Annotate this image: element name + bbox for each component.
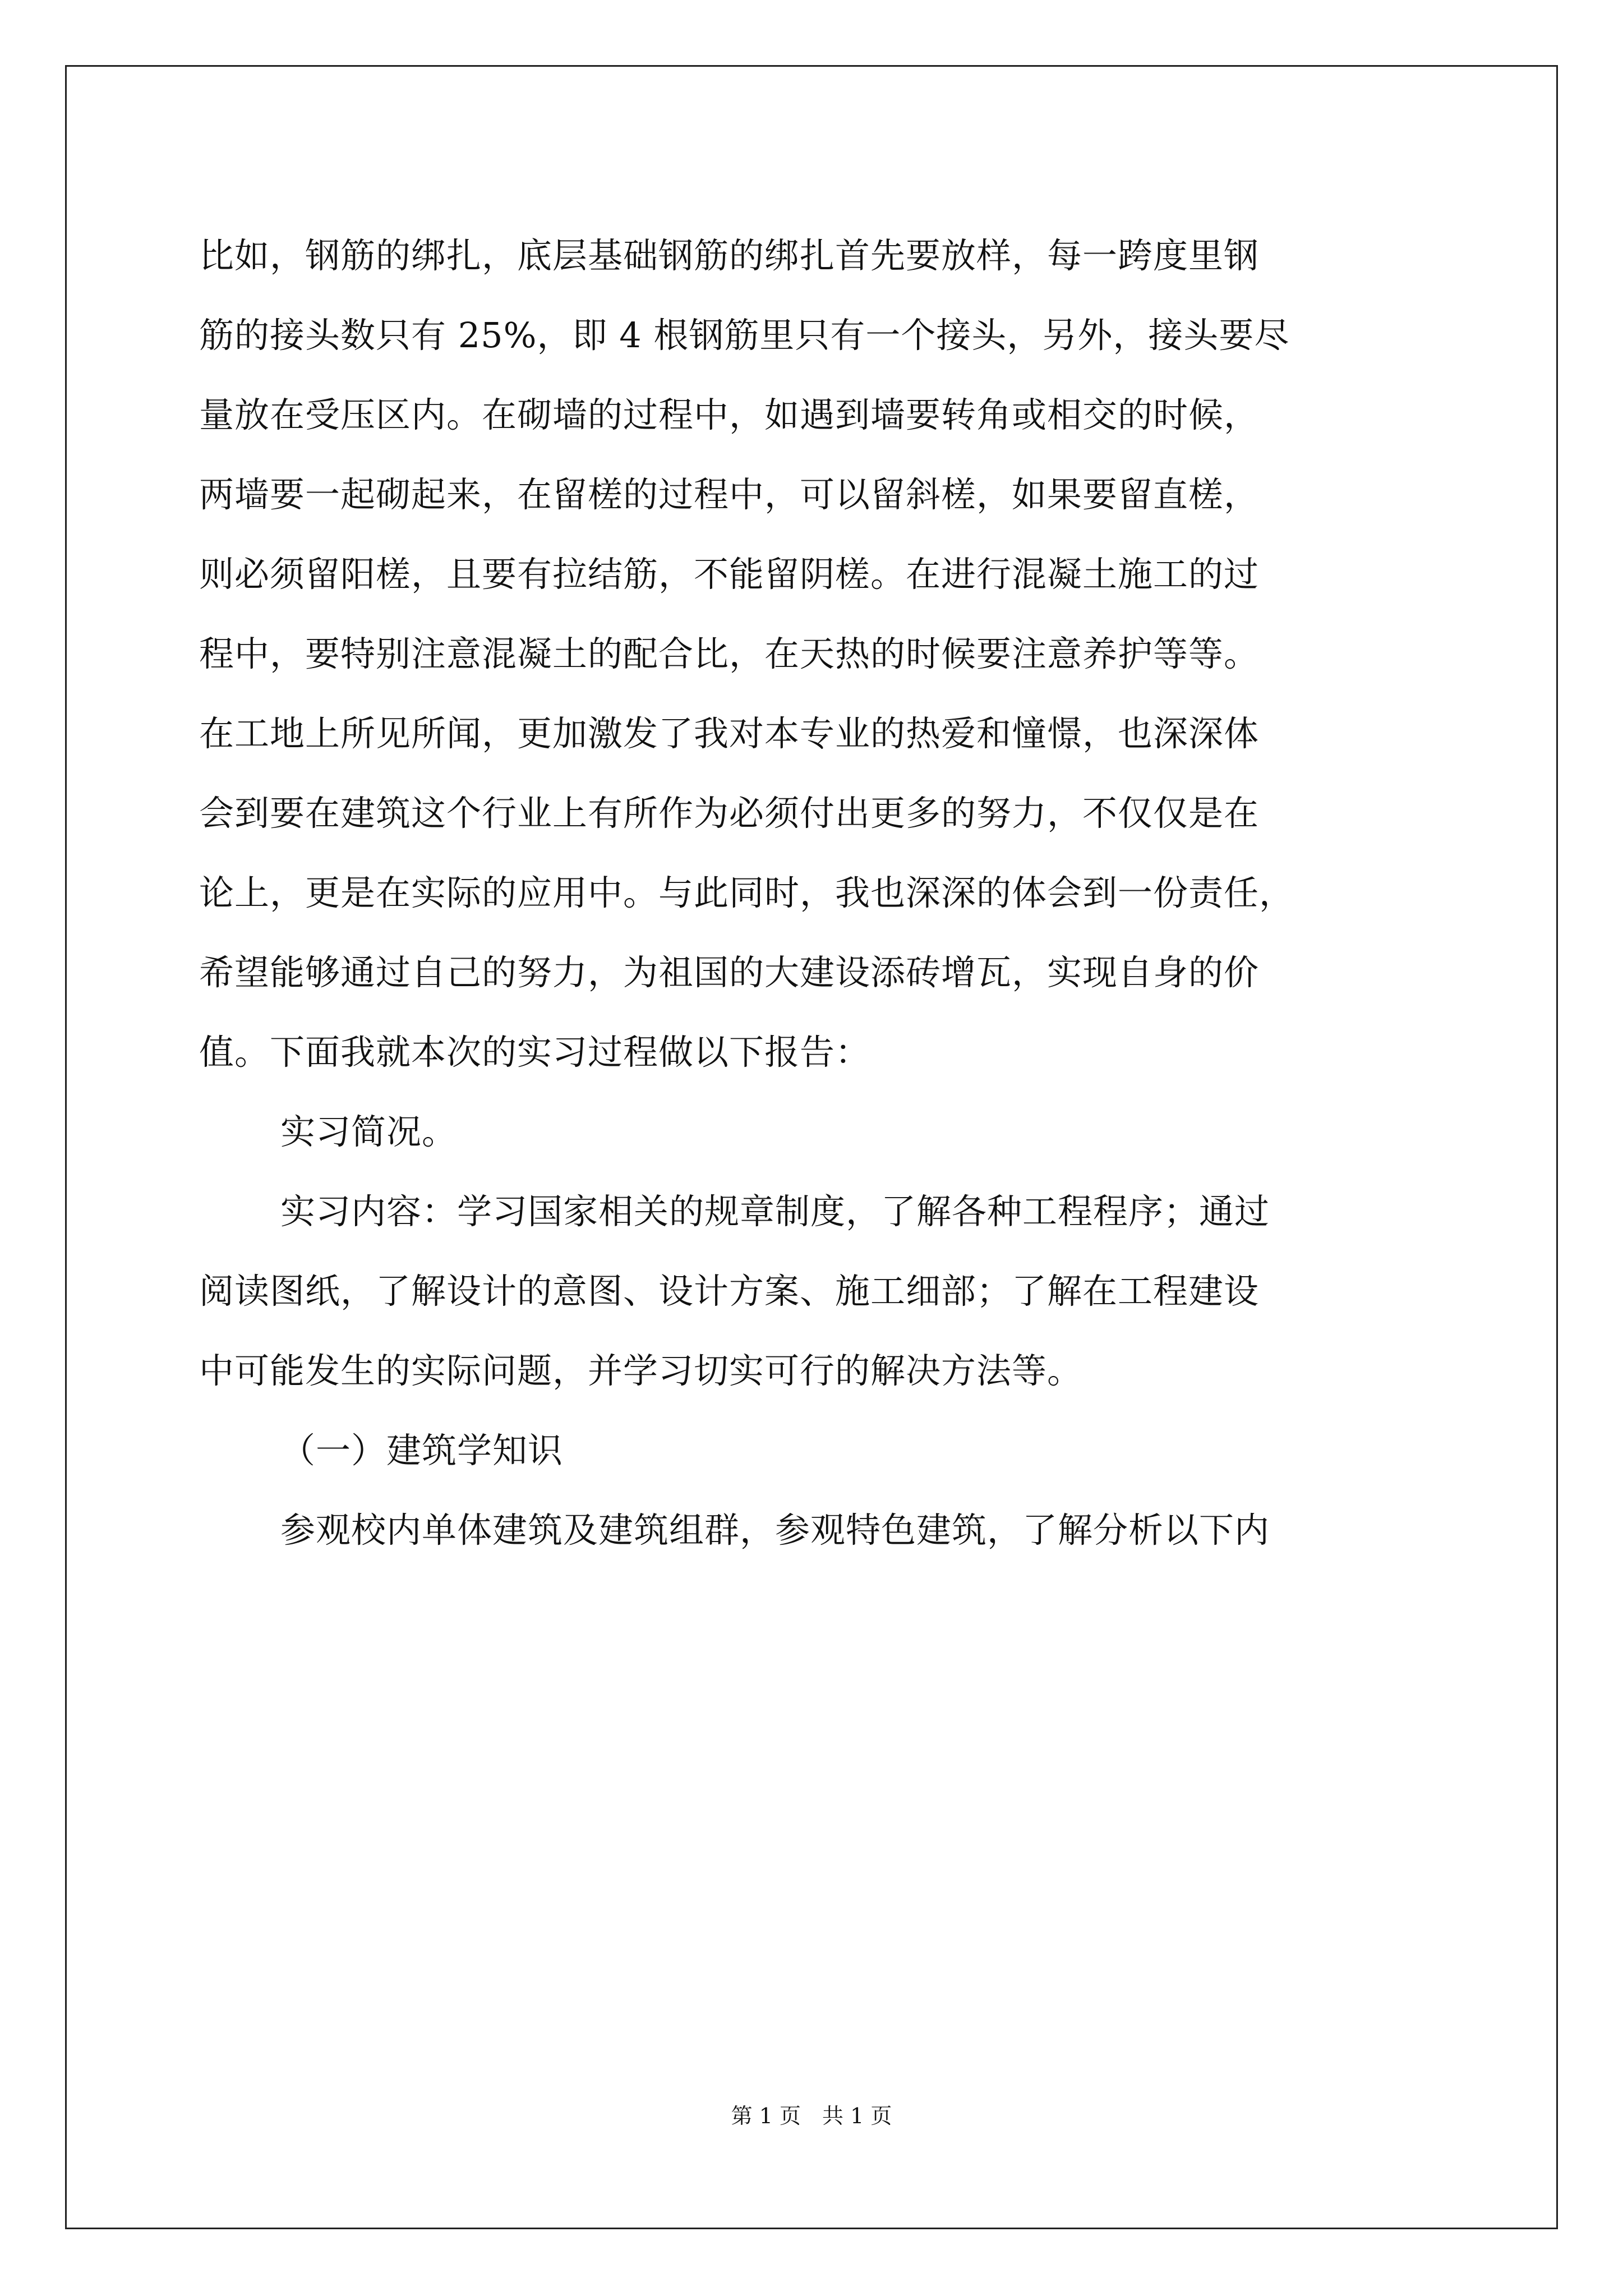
body-line: 论上，更是在实际的应用中。与此同时，我也深深的体会到一份责任， — [199, 872, 1295, 913]
body-line: 比如，钢筋的绑扎，底层基础钢筋的绑扎首先要放样，每一跨度里钢 — [199, 235, 1260, 276]
body-line: 实习内容：学习国家相关的规章制度，了解各种工程程序；通过 — [280, 1191, 1270, 1232]
body-line: 两墙要一起砌起来，在留槎的过程中，可以留斜槎，如果要留直槎， — [199, 474, 1260, 515]
body-line: 希望能够通过自己的努力，为祖国的大建设添砖增瓦，实现自身的价 — [199, 952, 1260, 993]
body-line: 中可能发生的实际问题，并学习切实可行的解决方法等。 — [199, 1350, 1083, 1391]
body-line: 值。下面我就本次的实习过程做以下报告： — [199, 1032, 871, 1073]
page-footer — [0, 2102, 1623, 2129]
body-line: 则必须留阳槎，且要有拉结筋，不能留阴槎。在进行混凝土施工的过 — [199, 554, 1260, 595]
body-line: 阅读图纸，了解设计的意图、设计方案、施工细部；了解在工程建设 — [199, 1271, 1260, 1312]
section-heading: 实习简况。 — [280, 1111, 458, 1152]
document-body — [199, 216, 1433, 1570]
body-line: 程中，要特别注意混凝土的配合比，在天热的时候要注意养护等等。 — [199, 633, 1260, 674]
page-number: 第 1 页 — [731, 2104, 801, 2128]
subsection-heading: （一）建筑学知识 — [280, 1430, 564, 1471]
page-total: 共 1 页 — [822, 2104, 892, 2128]
body-line: 量放在受压区内。在砌墙的过程中，如遇到墙要转角或相交的时候， — [199, 394, 1260, 435]
body-line: 筋的接头数只有 25%，即 4 根钢筋里只有一个接头，另外，接头要尽 — [199, 315, 1290, 356]
body-line: 参观校内单体建筑及建筑组群，参观特色建筑，了解分析以下内 — [280, 1510, 1270, 1550]
body-line: 会到要在建筑这个行业上有所作为必须付出更多的努力，不仅仅是在 — [199, 793, 1260, 834]
body-line: 在工地上所见所闻，更加激发了我对本专业的热爱和憧憬，也深深体 — [199, 713, 1260, 754]
